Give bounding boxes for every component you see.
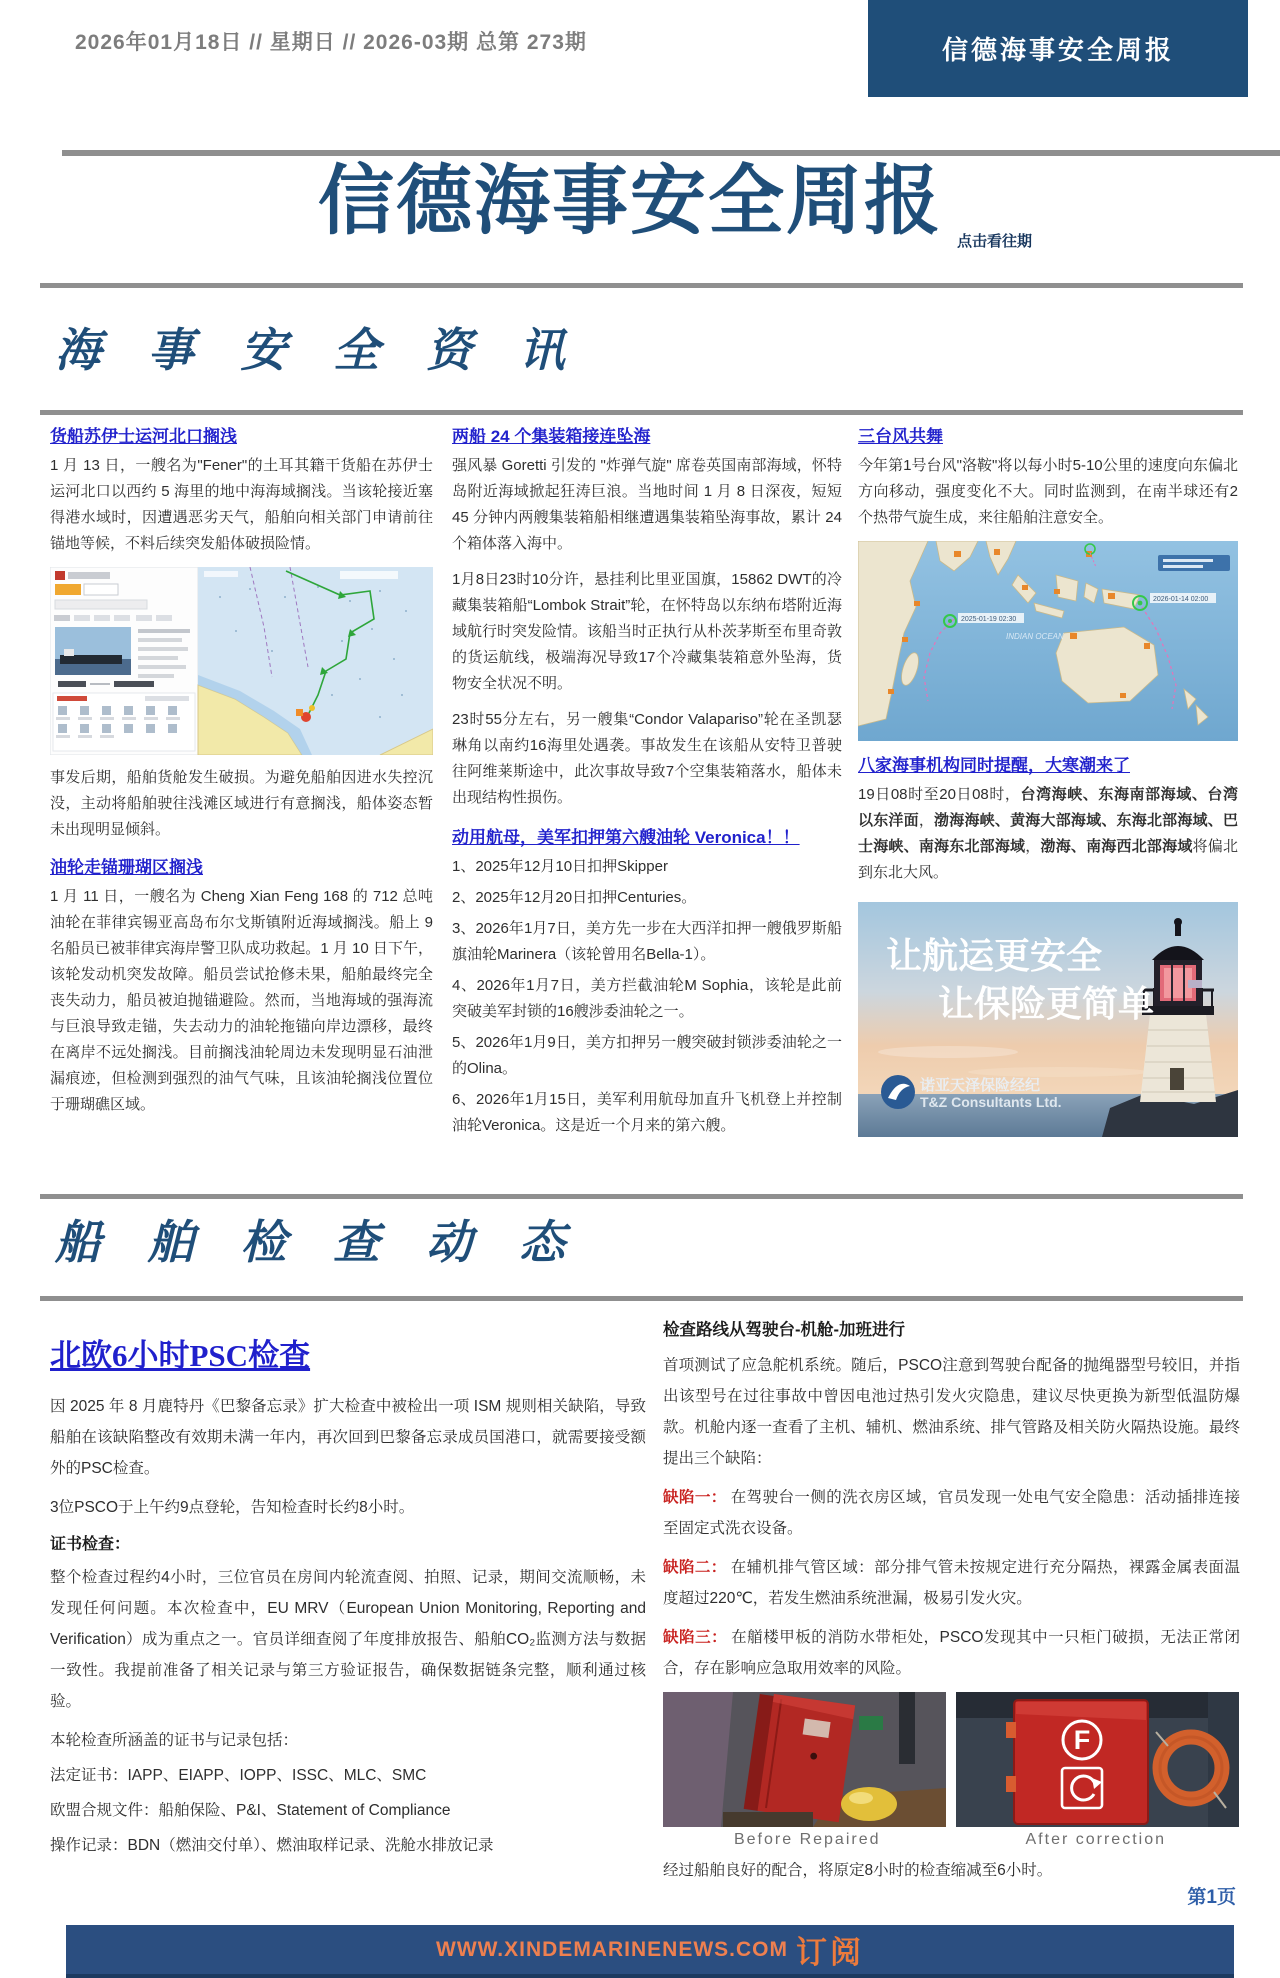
- section-heading-ship-inspection: 船 舶 检 查 动 态: [55, 1216, 582, 1268]
- brand-badge: 信德海事安全周报: [868, 0, 1248, 97]
- typhoon-track-label-right: 2026-01-14 02:00: [1153, 596, 1209, 603]
- divider: [40, 283, 1243, 288]
- divider: [40, 410, 1243, 415]
- operation-records-list: 操作记录：BDN（燃油交付单）、燃油取样记录、洗舱水排放记录: [50, 1837, 494, 1854]
- article-paragraph: 强风暴 Goretti 引发的 "炸弹气旋" 席卷英国南部海域，怀特岛附近海域掀起狂涛巨浪。当地时间 1 月 8 日深夜，短短 45 分钟内两艘集装箱船相继遭遇集装箱坠海事故，累计 24 个箱体落入海中。: [452, 457, 842, 552]
- past-issues-link[interactable]: 点击看往期: [957, 233, 1033, 250]
- article-paragraph: 1月8日23时10分许，悬挂利比里亚国旗，15862 DWT的冷藏集装箱船“Lombok Strait”轮，在怀特岛以东纳布塔附近海域航行时突发险情。该船当时正执行从朴茨茅斯至布里奇敦的货运航线，极端海况导致17个冷藏集装箱意外坠海，货物安全状况不明。: [452, 571, 843, 692]
- defect-text: 在驾驶台一侧的洗衣房区域，官员发现一处电气安全隐患：活动插排连接至固定式洗衣设备。: [663, 1489, 1240, 1537]
- defect-label: 缺陷三：: [663, 1629, 728, 1646]
- masthead-title: 信德海事安全周报: [318, 159, 942, 244]
- article-title-tanker-coral-grounding[interactable]: 油轮走锚珊瑚区搁浅: [50, 858, 203, 877]
- inspection-column-left: [50, 1330, 646, 1865]
- photo-captions: [663, 1831, 1240, 1849]
- ocean-label: INDIAN OCEAN: [1006, 632, 1064, 641]
- article-paragraph: 整个检查过程约4小时，三位官员在房间内轮流查阅、拍照、记录，期间交流顺畅，未发现任何问题。本次检查中，EU MRV（European Union Monitoring, Reporting and Verification）成为重点之一。官员详细查阅了年度排放报告、船舶CO₂监测方法与数据一致性。我提前准备了相关记录与第三方验证报告，确保数据链条完整，顺利通过核验。: [50, 1569, 646, 1710]
- defect-item: [663, 1482, 1240, 1544]
- article-paragraph: 今年第1号台风"洛鞍"将以每小时5-10公里的速度向东偏北方向移动，强度变化不大。同时监测到，在南半球还有2个热带气旋生成，来往船舶注意安全。: [858, 457, 1238, 526]
- divider: [40, 1194, 1243, 1199]
- inspection-column-right: [663, 1316, 1240, 1894]
- article-title-cold-wave[interactable]: 八家海事机构同时提醒，大寒潮来了: [858, 756, 1130, 775]
- page-number: 第1页: [1187, 1887, 1236, 1908]
- ad-slogan-line2: 让保险更简单: [938, 983, 1155, 1024]
- list-item: 5、2026年1月9日，美方扣押另一艘突破封锁涉委油轮之一的Olina。: [452, 1034, 842, 1077]
- article-paragraph: 因 2025 年 8 月鹿特丹《巴黎备忘录》扩大检查中被检出一项 ISM 规则相关缺陷，导致船舶在该缺陷整改有效期未满一年内，再次回到巴黎备忘录成员国港口，就需要接受额外的PSC检查。: [50, 1398, 646, 1477]
- defect-label: 缺陷一：: [663, 1489, 727, 1506]
- typhoon-map-figure: [858, 541, 1238, 741]
- typhoon-track-label-left: 2025-01-19 02:30: [961, 616, 1017, 623]
- caption-after: After correction: [1025, 1831, 1166, 1848]
- defect-label: 缺陷二：: [663, 1559, 727, 1576]
- list-item: 6、2026年1月15日，美军利用航母加直升飞机登上并控制油轮Veronica。这是近一个月来的第六艘。: [452, 1091, 842, 1134]
- list-item: 1、2025年12月10日扣押Skipper: [452, 858, 668, 875]
- article-paragraph: 19日08时至20日08时，台湾海峡、东海南部海域、台湾以东洋面，渤海海峡、黄海大部海域、东海北部海域、巴士海峡、南海东北部海域，渤海、南海西北部海域将偏北到东北大风。: [858, 786, 1238, 881]
- section-heading-maritime-news: 海 事 安 全 资 讯: [55, 324, 582, 376]
- ad-slogan-line1: 让航运更安全: [886, 935, 1103, 976]
- article-paragraph: 23时55分左右，另一艘集“Condor Valapariso”轮在圣凯瑟琳角以南约16海里处遇袭。事故发生在该船从安特卫普驶往阿维莱斯途中，此次事故导致7个空集装箱落水，船体未出现结构性损伤。: [452, 711, 842, 806]
- certificates-list: 法定证书：IAPP、EIAPP、IOPP、ISSC、MLC、SMC: [50, 1767, 427, 1784]
- article-title-suez-grounding[interactable]: 货船苏伊士运河北口搁浅: [50, 427, 237, 446]
- caption-before: Before Repaired: [733, 1831, 881, 1848]
- certificate-check-label: 证书检查：: [50, 1536, 131, 1553]
- news-column-3: [858, 422, 1238, 1147]
- footer-bar: [66, 1925, 1234, 1978]
- divider: [40, 1296, 1243, 1301]
- before-repair-photo: [663, 1692, 946, 1827]
- article-paragraph: 1 月 11 日，一艘名为 Cheng Xian Feng 168 的 712 总吨油轮在菲律宾锡亚高岛布尔戈斯镇附近海域搁浅。船上 9 名船员已被菲律宾海岸警卫队成功救起。1 月 10 日下午，该轮发动机突发故障。船员尝试抢修未果，船舶最终完全丧失动力，船员被迫抛锚避险。然而，当地海域的强海流与巨浪导致走锚，失去动力的油轮拖锚向岸边漂移，最终在离岸不远处搁浅。目前搁浅油轮周边未发现明显石油泄漏痕迹，但检测到强烈的油气气味，且该油轮搁浅位置位于珊瑚礁区域。: [50, 888, 433, 1113]
- article-title-psc-inspection[interactable]: 北欧6小时PSC检查: [50, 1338, 311, 1373]
- defect-item: [663, 1622, 1240, 1684]
- issue-date-line: 2026年01月18日 // 星期日 // 2026-03期 总第 273期: [75, 31, 587, 54]
- ais-chart-figure: [50, 567, 433, 755]
- ad-logo-english: T&Z Consultants Ltd.: [920, 1094, 1062, 1110]
- fire-hose-symbol: F: [1073, 1725, 1091, 1755]
- closing-paragraph: 经过船舶良好的配合，将原定8小时的检查缩减至6小时。: [663, 1862, 1053, 1879]
- news-column-2: [452, 422, 842, 1144]
- eu-compliance-list: 欧盟合规文件：船舶保险、P&I、Statement of Compliance: [50, 1802, 451, 1819]
- ad-logo-chinese: 诺亚天泽保险经纪: [920, 1077, 1041, 1094]
- article-paragraph: 3位PSCO于上午约9点登轮，告知检查时长约8小时。: [50, 1499, 415, 1516]
- article-title-veronica-seizure[interactable]: 动用航母，美军扣押第六艘油轮 Veronica！！: [452, 828, 800, 847]
- defect-text: 在辅机排气管区域：部分排气管未按规定进行充分隔热，裸露金属表面温度超过220℃，若发生燃油系统泄漏，极易引发火灾。: [663, 1559, 1240, 1607]
- inspection-route-header: 检查路线从驾驶台-机舱-加班进行: [663, 1321, 905, 1339]
- after-correction-photo: [956, 1692, 1239, 1827]
- divider: [62, 150, 1280, 156]
- article-paragraph: 事发后期，船舶货舱发生破损。为避免船舶因进水失控沉没，主动将船舶驶往浅滩区域进行有意搁浅，船体姿态暂未出现明显倾斜。: [50, 769, 433, 838]
- list-item: 2、2025年12月20日扣押Centuries。: [452, 889, 697, 906]
- repair-photos: [663, 1692, 1240, 1827]
- article-paragraph: 1 月 13 日，一艘名为"Fener"的土耳其籍干货船在苏伊士运河北口以西约 5 海里的地中海海域搁浅。当该轮接近塞得港水域时，因遭遇恶劣天气，船舶向相关部门申请前往锚地等候，不料后续突发船体破损险情。: [50, 457, 433, 552]
- article-title-containers-overboard[interactable]: 两船 24 个集装箱接连坠海: [452, 427, 651, 446]
- footer-website-link[interactable]: WWW.XINDEMARINENEWS.COM: [436, 1937, 788, 1961]
- list-item: 3、2026年1月7日，美方先一步在大西洋扣押一艘俄罗斯船旗油轮Marinera（该轮曾用名Bella-1）。: [452, 920, 842, 963]
- news-column-1: [50, 422, 433, 1128]
- insurance-ad-figure: [858, 902, 1238, 1137]
- defect-text: 在艏楼甲板的消防水带柜处，PSCO发现其中一只柜门破损，无法正常闭合，存在影响应急取用效率的风险。: [663, 1629, 1240, 1677]
- defect-item: [663, 1552, 1240, 1614]
- list-item: 4、2026年1月7日，美方拦截油轮M Sophia，该轮是此前突破美军封锁的16艘涉委油轮之一。: [452, 977, 842, 1020]
- article-paragraph: 首项测试了应急舵机系统。随后，PSCO注意到驾驶台配备的抛绳器型号较旧，并指出该型号在过往事故中曾因电池过热引发火灾隐患，建议尽快更换为新型低温防爆款。机舱内逐一查看了主机、辅机、燃油系统、排气管路及相关防火隔热设施。最终提出三个缺陷：: [663, 1357, 1240, 1467]
- article-paragraph: 本轮检查所涵盖的证书与记录包括：: [50, 1732, 299, 1749]
- article-title-three-typhoons[interactable]: 三台风共舞: [858, 427, 943, 446]
- subscribe-link[interactable]: 订阅: [795, 1935, 864, 1970]
